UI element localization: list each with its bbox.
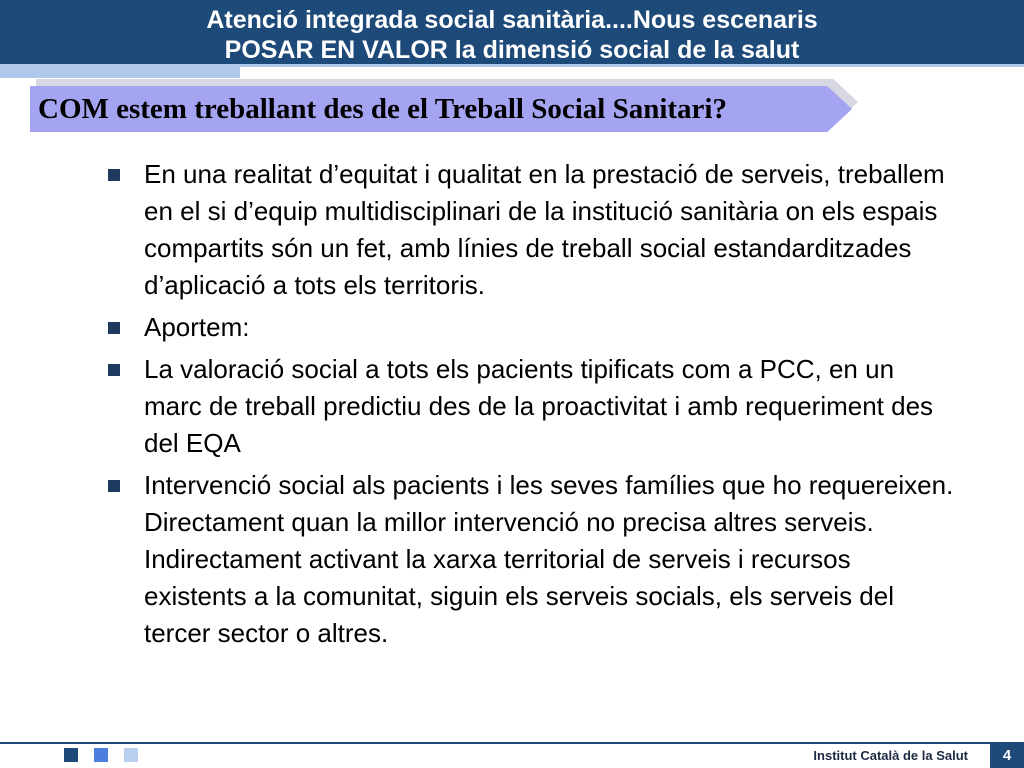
footer-divider <box>0 742 1024 744</box>
slide-subtitle: COM estem treballant des de el Treball Social Sanitari? <box>38 93 727 125</box>
slide-title-line2: POSAR EN VALOR la dimensió social de la salut <box>224 36 800 64</box>
footer-organization: Institut Català de la Salut <box>813 748 968 763</box>
square-bullet-icon <box>108 322 120 334</box>
bullet-text: En una realitat d’equitat i qualitat en la prestació de serveis, treballem en el si d’equip multidisciplinari de la institució sanitària on els espais compartits són un fet, amb línies de treball social estandarditzades d’aplicació a tots els territoris. <box>144 159 945 300</box>
slide-title-line1: Atenció integrada social sanitària....Nous escenaris <box>206 6 818 34</box>
footer-square-light-icon <box>124 748 138 762</box>
slide-title <box>0 5 1024 65</box>
square-bullet-icon <box>108 169 120 181</box>
square-bullet-icon <box>108 364 120 376</box>
bullet-text: Aportem: <box>144 312 250 342</box>
bullet-text: Intervenció social als pacients i les seves famílies que ho requereixen. Directament quan la millor intervenció no precisa altres serveis. Indirectament activant la xarxa territorial de serveis i recursos existents a la comunitat, siguin els serveis socials, els serveis del tercer sector o altres. <box>144 470 954 648</box>
footer-square-medium-icon <box>94 748 108 762</box>
bullet-item <box>104 351 954 462</box>
bullet-item <box>104 309 954 346</box>
square-bullet-icon <box>108 480 120 492</box>
bullet-text: La valoració social a tots els pacients tipificats com a PCC, en un marc de treball predictiu des de la proactivitat i amb requeriment des del EQA <box>144 354 934 458</box>
footer-square-dark-icon <box>64 748 78 762</box>
bullet-item <box>104 467 954 652</box>
page-number: 4 <box>990 744 1024 768</box>
header-accent-stripe <box>0 64 240 78</box>
bullet-list <box>104 156 954 657</box>
bullet-item <box>104 156 954 304</box>
